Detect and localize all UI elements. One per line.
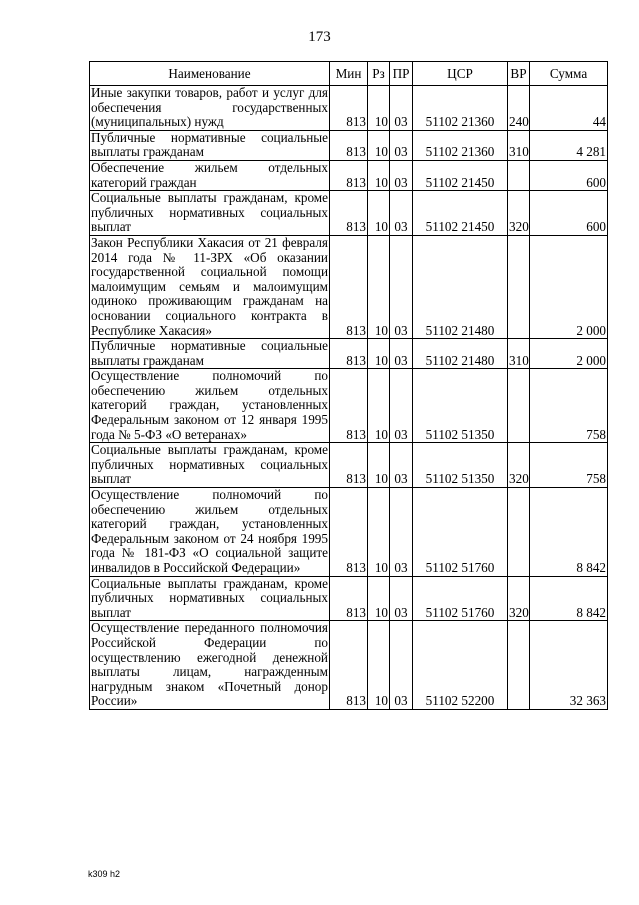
row-pr: 03: [390, 443, 413, 488]
row-vr: [508, 488, 530, 577]
row-min: 813: [330, 369, 368, 443]
table-row: [90, 443, 608, 488]
col-header-rz: Рз: [368, 62, 390, 86]
row-rz: 10: [368, 369, 390, 443]
col-header-min: Мин: [330, 62, 368, 86]
table-row: [90, 86, 608, 131]
table-row: [90, 339, 608, 369]
page-number: 173: [308, 29, 331, 45]
row-csr: 51102 21450: [413, 160, 508, 190]
row-min: 813: [330, 191, 368, 236]
row-pr: 03: [390, 621, 413, 710]
row-csr: 51102 21480: [413, 235, 508, 338]
row-rz: 10: [368, 488, 390, 577]
row-csr: 51102 51350: [413, 369, 508, 443]
row-sum: 758: [530, 369, 608, 443]
row-sum: 2 000: [530, 235, 608, 338]
table-row: [90, 191, 608, 236]
row-name: Социальные выплаты гражданам, кроме публичных нормативных социальных выплат: [91, 442, 328, 487]
row-name: Публичные нормативные социальные выплаты гражданам: [91, 338, 328, 368]
row-vr: 320: [508, 443, 530, 488]
row-rz: 10: [368, 130, 390, 160]
row-min: 813: [330, 86, 368, 131]
table-row: [90, 621, 608, 710]
row-name: Закон Республики Хакасия от 21 февраля 2014 года № 11-ЗРХ «Об оказании государственной социальной помощи малоимущим семьям и малоимущим одиноко проживающим гражданам на основании социального контракта в Республике Хакасия»: [91, 235, 328, 338]
row-name: Социальные выплаты гражданам, кроме публичных нормативных социальных выплат: [91, 190, 328, 235]
row-rz: 10: [368, 339, 390, 369]
row-csr: 51102 21480: [413, 339, 508, 369]
table-row: [90, 488, 608, 577]
row-min: 813: [330, 339, 368, 369]
row-csr: 51102 51760: [413, 488, 508, 577]
row-pr: 03: [390, 369, 413, 443]
row-sum: 758: [530, 443, 608, 488]
row-sum: 600: [530, 160, 608, 190]
row-min: 813: [330, 443, 368, 488]
row-sum: 32 363: [530, 621, 608, 710]
row-vr: 310: [508, 339, 530, 369]
row-name: Осуществление полномочий по обеспечению жильем отдельных категорий граждан, установленных Федеральным законом от 24 ноября 1995 года № 181-ФЗ «О социальной защите инвалидов в Российской Федерации»: [91, 487, 328, 575]
table-row: [90, 130, 608, 160]
row-name: Социальные выплаты гражданам, кроме публичных нормативных социальных выплат: [91, 576, 328, 620]
row-sum: 8 842: [530, 576, 608, 621]
table-row: [90, 576, 608, 621]
row-sum: 8 842: [530, 488, 608, 577]
row-csr: 51102 21450: [413, 191, 508, 236]
row-name: Осуществление переданного полномочия Российской Федерации по осуществлению ежегодной денежной выплаты лицам, награжденным нагрудным знаком «Почетный донор России»: [91, 620, 328, 709]
row-pr: 03: [390, 160, 413, 190]
col-header-csr: ЦСР: [413, 62, 508, 86]
row-pr: 03: [390, 488, 413, 577]
row-vr: [508, 369, 530, 443]
row-pr: 03: [390, 576, 413, 621]
table-row: [90, 369, 608, 443]
row-vr: [508, 621, 530, 710]
row-csr: 51102 52200: [413, 621, 508, 710]
row-rz: 10: [368, 443, 390, 488]
row-min: 813: [330, 130, 368, 160]
table-row: [90, 235, 608, 338]
header-row: [90, 62, 608, 86]
footer-code: k309 h2: [88, 869, 121, 879]
row-csr: 51102 21360: [413, 86, 508, 131]
row-vr: 240: [508, 86, 530, 131]
row-min: 813: [330, 621, 368, 710]
row-rz: 10: [368, 160, 390, 190]
row-rz: 10: [368, 576, 390, 621]
row-vr: [508, 235, 530, 338]
col-header-name: Наименование: [90, 62, 330, 86]
row-csr: 51102 51760: [413, 576, 508, 621]
row-vr: 320: [508, 576, 530, 621]
row-min: 813: [330, 235, 368, 338]
row-sum: 2 000: [530, 339, 608, 369]
row-pr: 03: [390, 86, 413, 131]
row-sum: 4 281: [530, 130, 608, 160]
row-name: Осуществление полномочий по обеспечению жильем отдельных категорий граждан, установленных Федеральным законом от 12 января 1995 года № 5-ФЗ «О ветеранах»: [91, 368, 328, 442]
row-name: Обеспечение жильем отдельных категорий граждан: [91, 160, 328, 190]
row-csr: 51102 51350: [413, 443, 508, 488]
row-csr: 51102 21360: [413, 130, 508, 160]
table-row: [90, 160, 608, 190]
row-vr: 320: [508, 191, 530, 236]
row-min: 813: [330, 488, 368, 577]
col-header-vr: ВР: [508, 62, 530, 86]
row-name: Публичные нормативные социальные выплаты гражданам: [91, 130, 328, 160]
row-rz: 10: [368, 191, 390, 236]
row-rz: 10: [368, 235, 390, 338]
row-pr: 03: [390, 191, 413, 236]
row-pr: 03: [390, 130, 413, 160]
row-vr: [508, 160, 530, 190]
row-min: 813: [330, 160, 368, 190]
row-rz: 10: [368, 621, 390, 710]
col-header-sum: Сумма: [530, 62, 608, 86]
row-sum: 600: [530, 191, 608, 236]
row-sum: 44: [530, 86, 608, 131]
col-header-pr: ПР: [390, 62, 413, 86]
budget-table: [89, 61, 608, 710]
row-pr: 03: [390, 339, 413, 369]
row-rz: 10: [368, 86, 390, 131]
row-pr: 03: [390, 235, 413, 338]
row-name: Иные закупки товаров, работ и услуг для обеспечения государственных (муниципальных) нужд: [91, 85, 328, 130]
row-vr: 310: [508, 130, 530, 160]
row-min: 813: [330, 576, 368, 621]
